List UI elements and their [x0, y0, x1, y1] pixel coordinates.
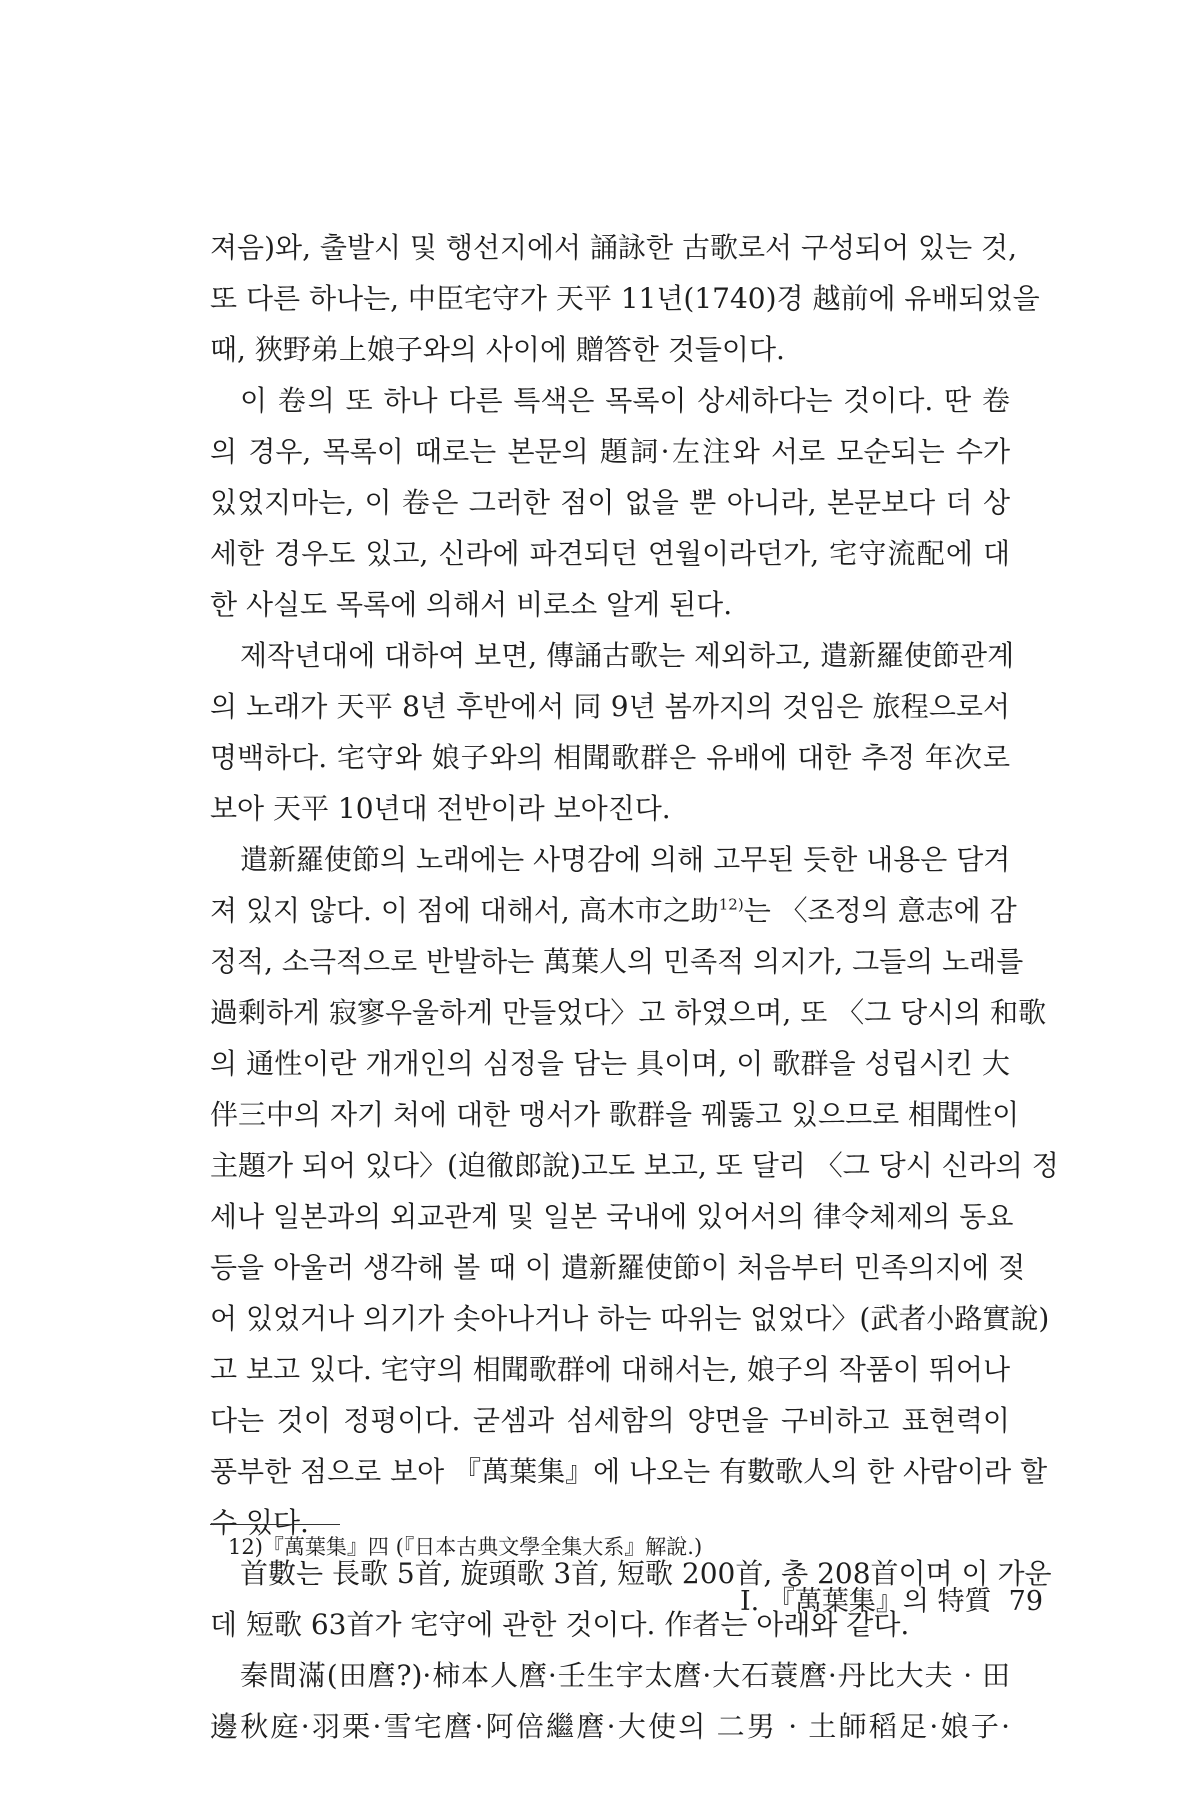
text-line: 邊秋庭·羽栗·雪宅麿·阿倍繼麿·大使의 二男 · 土師稻足·娘子·: [210, 1710, 1010, 1743]
text-line: 있었지마는, 이 卷은 그러한 점이 없을 뿐 아니라, 본문보다 더 상: [210, 486, 1010, 519]
text-line: 명백하다. 宅守와 娘子와의 相聞歌群은 유배에 대한 추정 年次로: [210, 741, 1010, 774]
text-line: 수 있다.: [210, 1506, 309, 1539]
text-line: 遣新羅使節의 노래에는 사명감에 의해 고무된 듯한 내용은 담겨: [240, 843, 1011, 876]
text-line: 때, 狹野弟上娘子와의 사이에 贈答한 것들이다.: [210, 333, 785, 366]
text-line: 등을 아울러 생각해 볼 때 이 遣新羅使節이 처음부터 민족의지에 젖: [210, 1251, 1026, 1284]
text-line: 의 通性이란 개개인의 심정을 담는 具이며, 이 歌群을 성립시킨 大: [210, 1047, 1010, 1080]
text-line: 고 보고 있다. 宅守의 相聞歌群에 대해서는, 娘子의 작품이 뛰어나: [210, 1353, 1010, 1386]
text-line: 세나 일본과의 외교관계 및 일본 국내에 있어서의 律令체제의 동요: [210, 1200, 1014, 1233]
footnote: 12)『萬葉集』四 (『日本古典文學全集大系』解說.): [228, 1535, 703, 1559]
text-line: 過剩하게 寂寥우울하게 만들었다〉고 하였으며, 또 〈그 당시의 和歌: [210, 996, 1047, 1029]
text-line: 제작년대에 대하여 보면, 傳誦古歌는 제외하고, 遣新羅使節관계: [240, 639, 1015, 672]
footnote-ref: 12): [718, 895, 744, 914]
running-footer: [740, 1582, 1044, 1622]
text-line: 다는 것이 정평이다. 굳셈과 섬세함의 양면을 구비하고 표현력이: [210, 1404, 1010, 1437]
page-number: 79: [1008, 1586, 1044, 1617]
text-line: 首數는 長歌 5首, 旋頭歌 3首, 短歌 200首, 총 208首이며 이 가운: [240, 1557, 1052, 1590]
text-line: 伴三中의 자기 처에 대한 맹서가 歌群을 꿰뚫고 있으므로 相聞性이: [210, 1098, 1020, 1131]
text-line: 져음)와, 출발시 및 행선지에서 誦詠한 古歌로서 구성되어 있는 것,: [210, 231, 1017, 264]
text-line: 데 短歌 63首가 宅守에 관한 것이다. 作者는 아래와 같다.: [210, 1608, 910, 1641]
text-line: 세한 경우도 있고, 신라에 파견되던 연월이라던가, 宅守流配에 대: [210, 537, 1010, 570]
text-line: 정적, 소극적으로 반발하는 萬葉人의 민족적 의지가, 그들의 노래를: [210, 945, 1024, 978]
text-line: 의 경우, 목록이 때로는 본문의 題詞·左注와 서로 모순되는 수가: [210, 435, 1010, 468]
text-line: 主題가 되어 있다〉(迫徹郎說)고도 보고, 또 달리 〈그 당시 신라의 정: [210, 1149, 1059, 1182]
text-line: 秦間滿(田麿?)·柿本人麿·壬生宇太麿·大石蓑麿·丹比大夫 · 田: [240, 1659, 1010, 1692]
text-segment: 져 있지 않다. 이 점에 대해서, 高木市之助: [210, 894, 719, 927]
text-line: 풍부한 점으로 보아 『萬葉集』에 나오는 有數歌人의 한 사람이라 할: [210, 1455, 1048, 1488]
text-line: 한 사실도 목록에 의해서 비로소 알게 된다.: [210, 588, 733, 621]
text-line: 어 있었거나 의기가 솟아나거나 하는 따위는 없었다〉(武者小路實說): [210, 1302, 1050, 1335]
chapter-title: I. 『萬葉集』의 特質: [740, 1586, 992, 1617]
text-line: 보아 天平 10년대 전반이라 보아진다.: [210, 792, 671, 825]
text-line-with-footnote-ref: [210, 885, 1017, 936]
footnote-divider: [210, 1524, 340, 1525]
text-line: 이 卷의 또 하나 다른 특색은 목록이 상세하다는 것이다. 딴 卷: [240, 384, 1010, 417]
text-line: 또 다른 하나는, 中臣宅守가 天平 11년(1740)경 越前에 유배되었을: [210, 282, 1040, 315]
text-segment: 는 〈조정의 意志에 감: [743, 894, 1017, 927]
text-line: 의 노래가 天平 8년 후반에서 同 9년 봄까지의 것임은 旅程으로서: [210, 690, 1010, 723]
